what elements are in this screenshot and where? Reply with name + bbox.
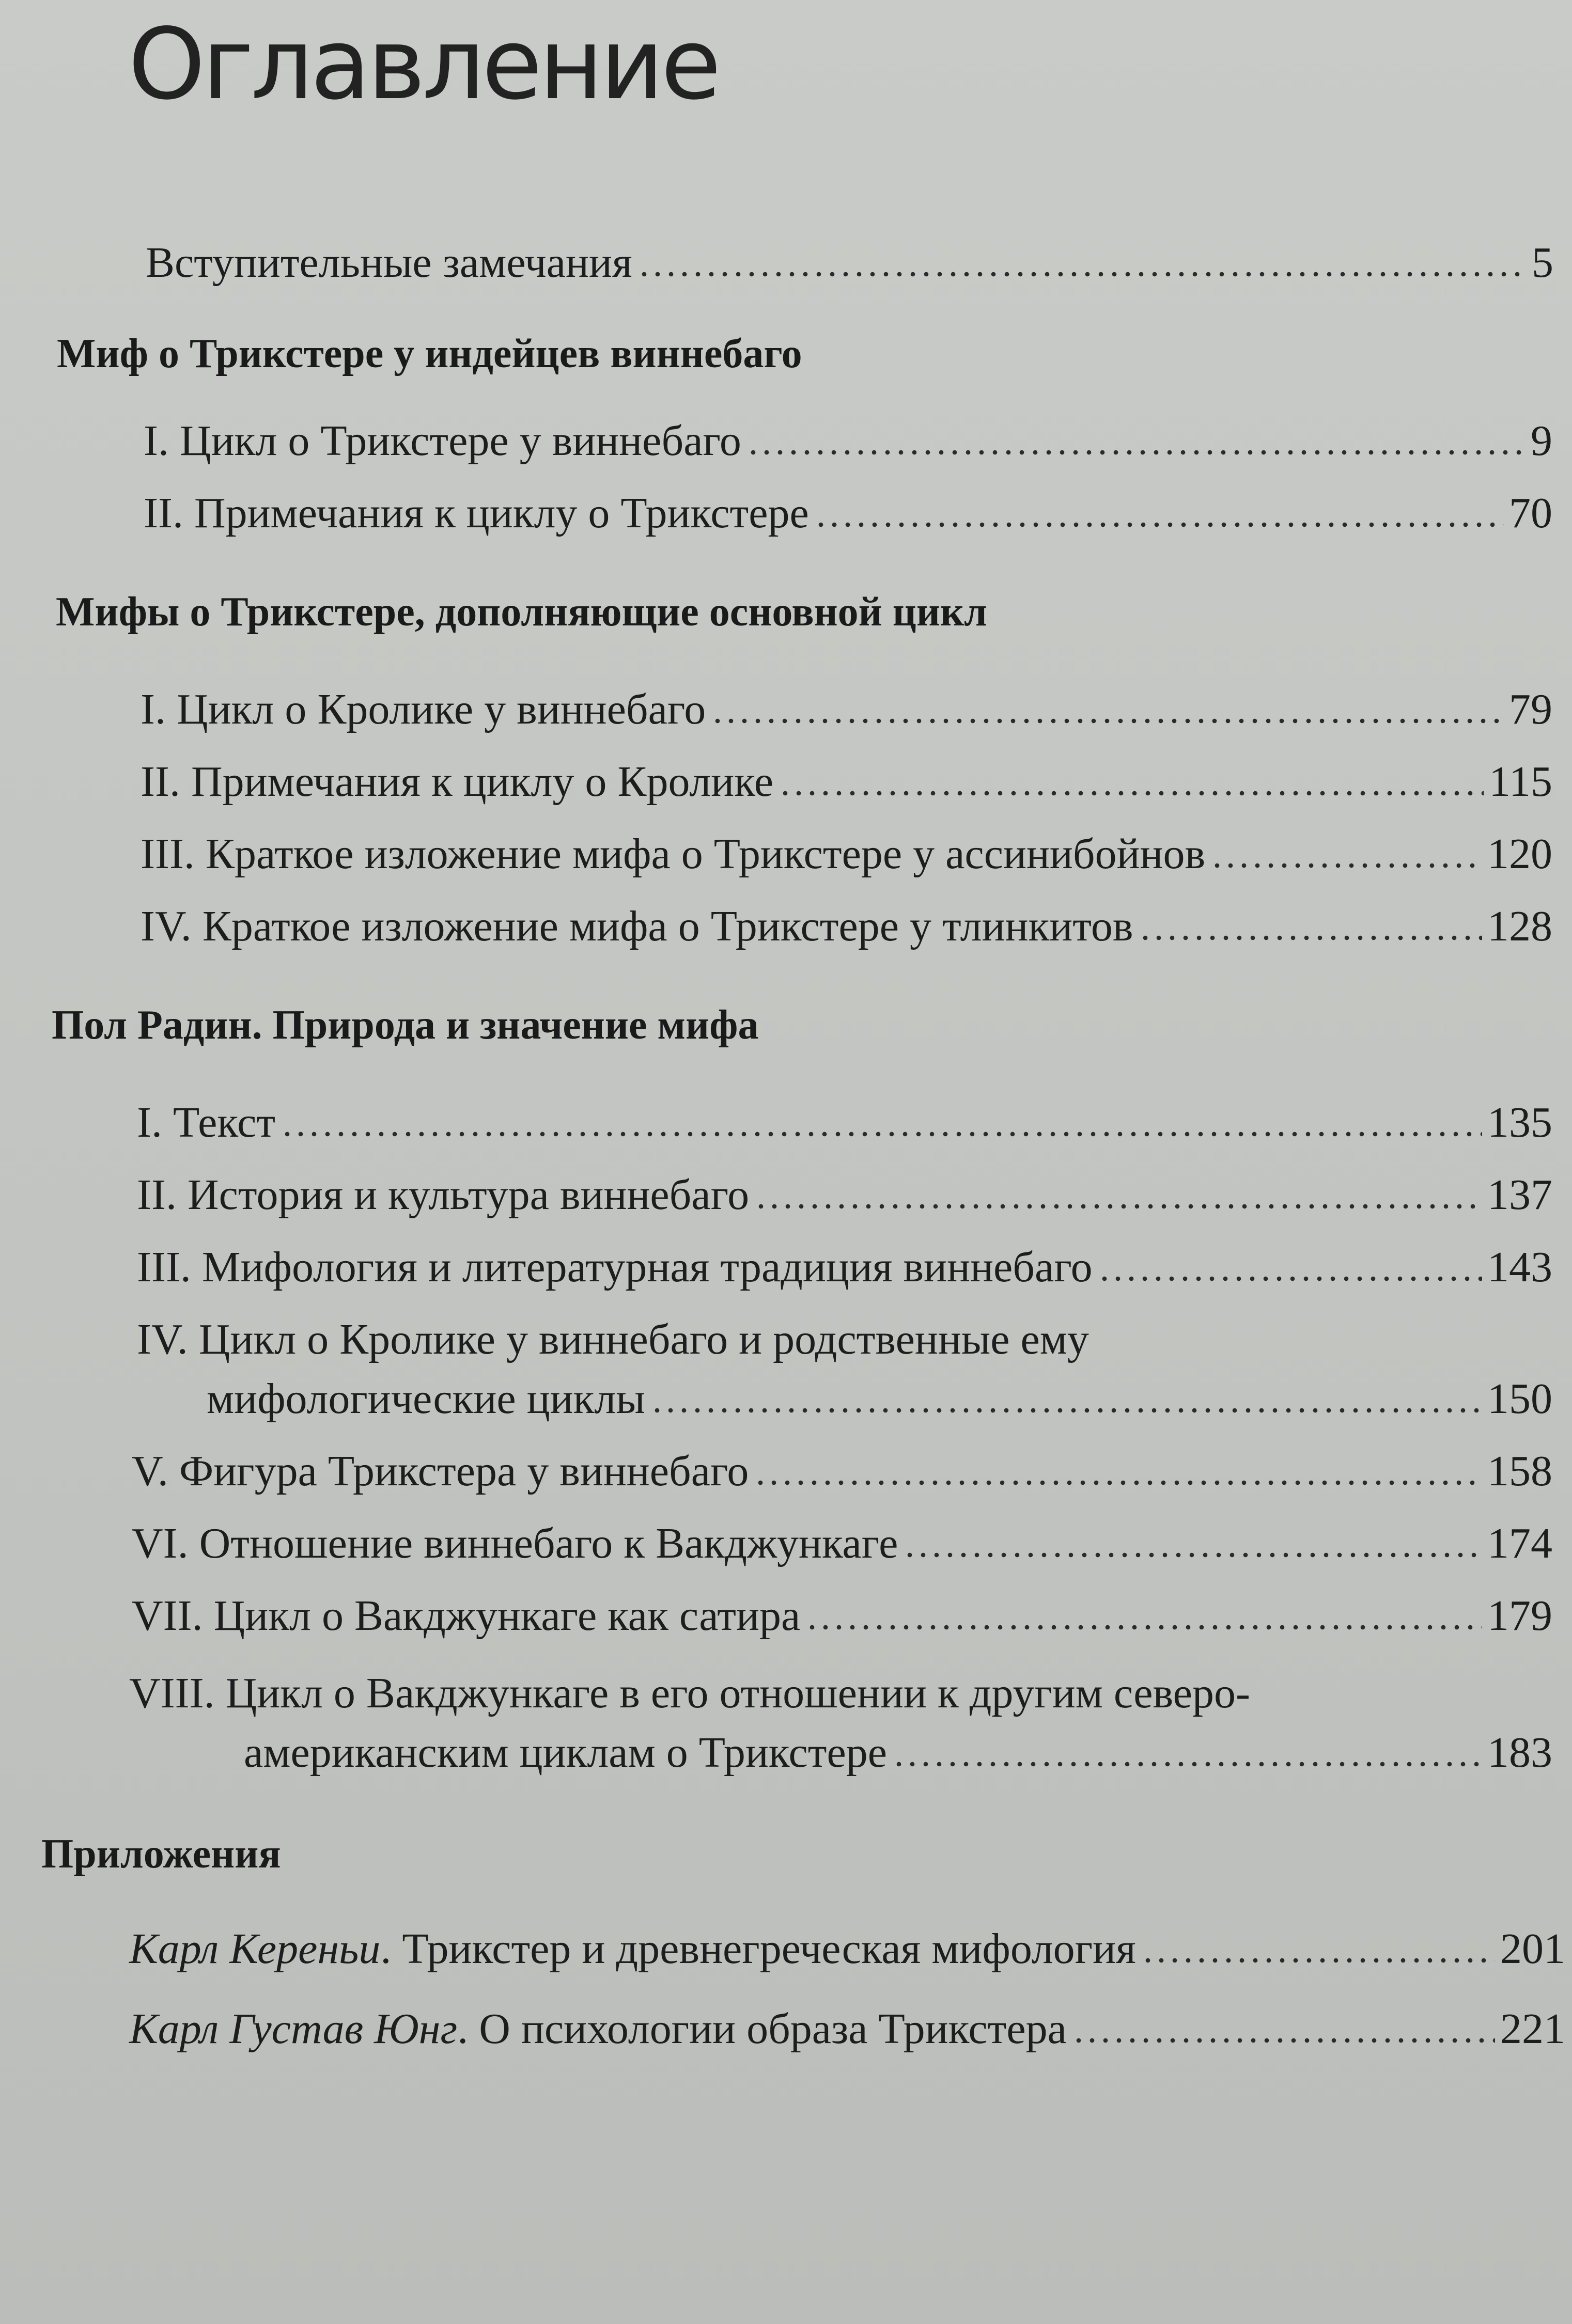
toc-entry-label: II. Примечания к циклу о Кролике xyxy=(141,758,774,806)
toc-entry-label: VI. Отношение виннебаго к Вакджункаге xyxy=(132,1519,898,1567)
work-title: . О психологии образа Трикстера xyxy=(457,2005,1067,2053)
toc-entry-continuation xyxy=(244,1728,1552,1778)
toc-entry[interactable] xyxy=(144,416,1552,466)
toc-page-number: 70 xyxy=(1509,489,1552,537)
toc-page-number: 158 xyxy=(1487,1447,1552,1495)
section-heading: Миф о Трикстере у индейцев виннебаго xyxy=(57,331,802,376)
toc-page-number: 128 xyxy=(1487,902,1552,950)
toc-page-number: 201 xyxy=(1500,1925,1565,1973)
toc-page-number: 137 xyxy=(1487,1171,1552,1219)
toc-entry-label: III. Мифология и литературная традиция виннебаго xyxy=(137,1243,1093,1291)
toc-page-number: 143 xyxy=(1487,1243,1552,1291)
toc-entry[interactable] xyxy=(129,2004,1565,2054)
toc-page-number: 135 xyxy=(1487,1098,1552,1147)
toc-entry[interactable] xyxy=(132,1446,1552,1496)
toc-entry[interactable] xyxy=(137,1097,1552,1148)
toc-entry[interactable] xyxy=(144,488,1552,538)
toc-entry[interactable] xyxy=(137,1170,1552,1220)
leader-dots xyxy=(805,1624,1482,1630)
toc-entry-label: II. Примечания к циклу о Трикстере xyxy=(144,489,809,537)
toc-page-number: 9 xyxy=(1531,417,1552,465)
toc-page-number: 179 xyxy=(1487,1592,1552,1640)
leader-dots xyxy=(1098,1276,1482,1282)
leader-dots xyxy=(637,271,1527,277)
leader-dots xyxy=(754,1480,1482,1486)
toc-entry-label: I. Цикл о Трикстере у виннебаго xyxy=(144,417,741,465)
toc-entry[interactable] xyxy=(132,1591,1552,1641)
toc-entry-label: I. Цикл о Кролике у виннебаго xyxy=(141,685,706,733)
toc-entry[interactable] xyxy=(141,829,1552,879)
leader-dots xyxy=(754,1203,1482,1210)
section-heading: Приложения xyxy=(41,1831,281,1877)
leader-dots xyxy=(814,522,1504,528)
toc-entry-label: VII. Цикл о Вакджункаге как сатира xyxy=(132,1592,801,1640)
leader-dots xyxy=(892,1761,1482,1767)
toc-entry-label-continued: американским циклам о Трикстере xyxy=(244,1729,888,1777)
section-heading: Пол Радин. Природа и значение мифа xyxy=(52,1002,759,1048)
toc-entry[interactable] xyxy=(129,1924,1565,1974)
leader-dots xyxy=(1141,1957,1495,1964)
leader-dots xyxy=(650,1407,1482,1414)
toc-entry-label: VIII. Цикл о Вакджункаге в его отношении к другим северо- xyxy=(129,1669,1250,1717)
toc-entry-label: II. История и культура виннебаго xyxy=(137,1171,750,1219)
section-heading: Мифы о Трикстере, дополняющие основной цикл xyxy=(56,589,987,635)
toc-page-number: 221 xyxy=(1500,2005,1565,2053)
leader-dots xyxy=(281,1131,1482,1137)
toc-page-number: 79 xyxy=(1509,685,1552,733)
toc-entry-label: I. Текст xyxy=(137,1098,276,1147)
toc-entry-label: IV. Цикл о Кролике у виннебаго и родственные ему xyxy=(137,1315,1089,1363)
toc-entry[interactable] xyxy=(132,1518,1552,1568)
leader-dots xyxy=(1139,935,1483,941)
toc-page-number: 183 xyxy=(1487,1729,1552,1777)
toc-page-number: 115 xyxy=(1489,758,1552,806)
toc-entry[interactable] xyxy=(141,901,1552,951)
toc-entry[interactable] xyxy=(141,684,1552,734)
toc-page-number: 5 xyxy=(1532,239,1553,287)
toc-entry-label xyxy=(129,1924,1136,1974)
work-title: . Трикстер и древнегреческая мифология xyxy=(380,1925,1136,1973)
page-title: Оглавление xyxy=(128,7,719,121)
leader-dots xyxy=(903,1552,1482,1558)
author-name: Карл Густав Юнг xyxy=(129,2005,458,2053)
toc-entry-label: III. Краткое изложение мифа о Трикстере у ассинибойнов xyxy=(141,830,1206,878)
toc-page-number: 174 xyxy=(1487,1519,1552,1567)
leader-dots xyxy=(1072,2037,1495,2044)
toc-entry[interactable] xyxy=(137,1242,1552,1292)
toc-entry-label-continued: мифологические циклы xyxy=(207,1375,645,1423)
toc-page-number: 120 xyxy=(1487,830,1552,878)
toc-entry-label: IV. Краткое изложение мифа о Трикстере у тлинкитов xyxy=(141,902,1133,950)
toc-entry-label: Вступительные замечания xyxy=(146,239,632,287)
leader-dots xyxy=(746,449,1526,456)
toc-entry-intro[interactable] xyxy=(146,238,1553,288)
leader-dots xyxy=(1210,862,1482,869)
toc-page-number: 150 xyxy=(1487,1375,1552,1423)
toc-entry-label xyxy=(129,2004,1067,2054)
author-name: Карл Кереньи xyxy=(129,1925,381,1973)
leader-dots xyxy=(779,790,1484,796)
toc-entry[interactable] xyxy=(141,757,1552,807)
leader-dots xyxy=(711,718,1504,724)
toc-entry-continuation xyxy=(207,1374,1552,1424)
toc-entry-label: V. Фигура Трикстера у виннебаго xyxy=(132,1447,749,1495)
